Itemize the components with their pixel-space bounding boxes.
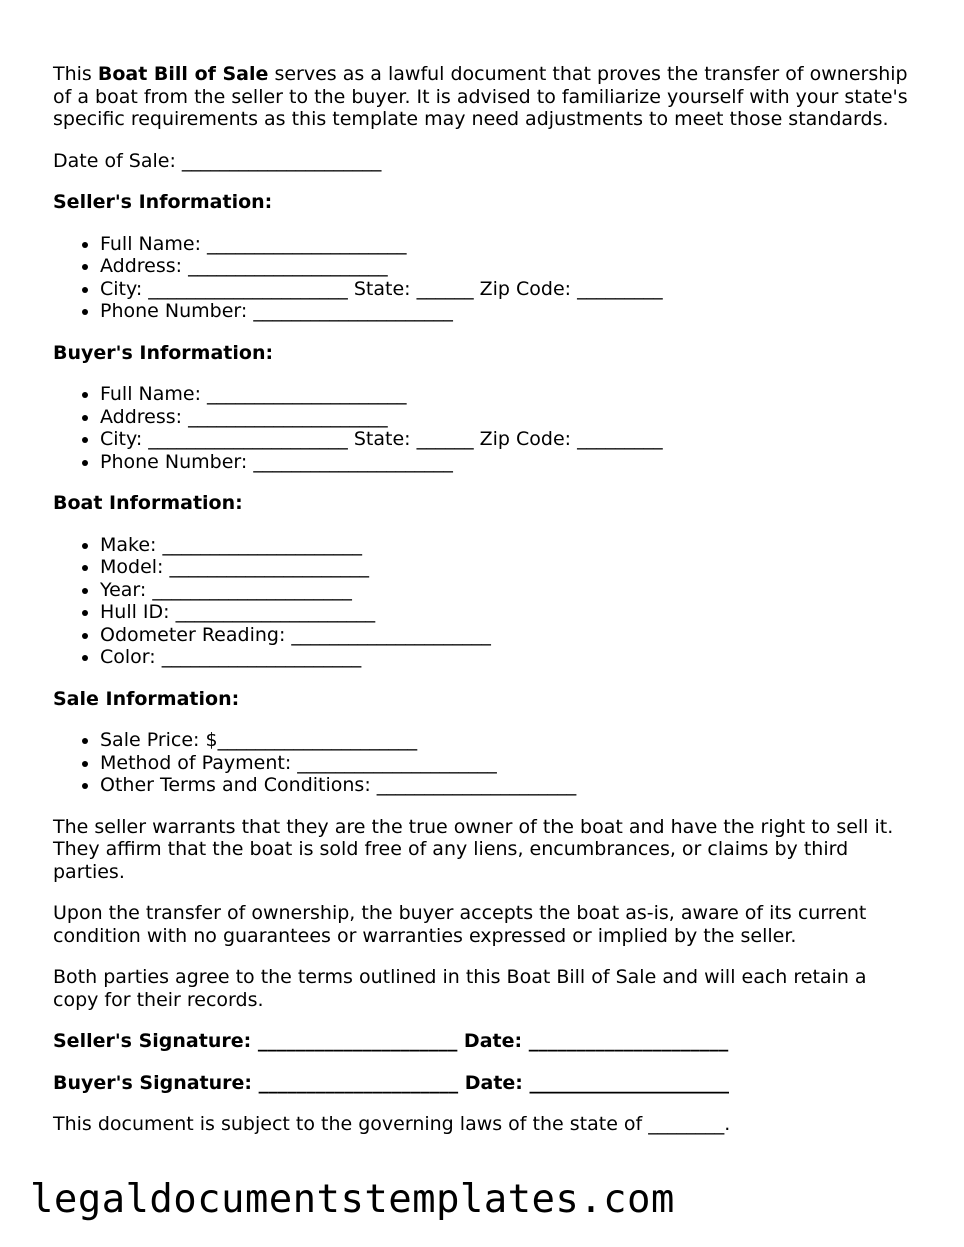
governing-law: This document is subject to the governing laws of the state of ________. <box>53 1113 731 1135</box>
boat-heading: Boat Information: <box>53 492 243 514</box>
list-item: • Full Name: _____________________ <box>100 233 913 256</box>
list-item: • City: _____________________ State: ______ Zip Code: _________ <box>100 428 913 451</box>
list-item: • Year: _____________________ <box>100 579 913 602</box>
list-item: • Model: _____________________ <box>100 556 913 579</box>
intro-after: serves as a lawful document that proves the transfer of ownership of a boat from the seller to the buyer. It is advised to familiarize yourself with your state's specific requirements as this template may need adjustments to meet those standards. <box>53 63 908 130</box>
warranty-paragraph: The seller warrants that they are the true owner of the boat and have the right to sell it. They affirm that the boat is sold free of any liens, encumbrances, or claims by third parties. <box>53 815 894 883</box>
list-item: • Sale Price: $_____________________ <box>100 729 913 752</box>
sale-list <box>53 729 913 797</box>
list-item: • Make: _____________________ <box>100 534 913 557</box>
agreement-paragraph: Both parties agree to the terms outlined in this Boat Bill of Sale and will each retain a copy for their records. <box>53 966 867 1011</box>
seller-signature-line: Seller's Signature: _____________________ Date: _____________________ <box>53 1030 729 1052</box>
buyer-signature-line: Buyer's Signature: _____________________ Date: _____________________ <box>53 1071 730 1094</box>
list-item: • Method of Payment: _____________________ <box>100 752 913 775</box>
boat-list <box>53 534 913 669</box>
intro-title: Boat Bill of Sale <box>97 63 269 85</box>
document-body <box>53 63 913 1155</box>
list-item: • Address: _____________________ <box>100 406 913 429</box>
list-item: • Full Name: _____________________ <box>100 383 913 406</box>
watermark-footer: legaldocumentstemplates.com <box>30 1177 675 1222</box>
seller-list <box>53 233 913 323</box>
buyer-heading: Buyer's Information: <box>53 341 274 364</box>
list-item: • Other Terms and Conditions: _____________________ <box>100 774 913 797</box>
list-item: • Phone Number: _____________________ <box>100 300 913 323</box>
list-item: • Color: _____________________ <box>100 646 913 669</box>
list-item: • Odometer Reading: _____________________ <box>100 624 913 647</box>
intro-before: This <box>53 63 98 85</box>
as-is-paragraph: Upon the transfer of ownership, the buyer accepts the boat as-is, aware of its current condition with no guarantees or warranties expressed or implied by the seller. <box>53 902 867 947</box>
sale-heading: Sale Information: <box>53 687 240 710</box>
buyer-list <box>53 383 913 473</box>
list-item: • City: _____________________ State: ______ Zip Code: _________ <box>100 278 913 301</box>
list-item: • Hull ID: _____________________ <box>100 601 913 624</box>
list-item: • Address: _____________________ <box>100 255 913 278</box>
seller-heading: Seller's Information: <box>53 191 273 213</box>
list-item: • Phone Number: _____________________ <box>100 451 913 474</box>
date-of-sale: Date of Sale: _____________________ <box>53 149 382 172</box>
intro-paragraph <box>53 63 913 131</box>
